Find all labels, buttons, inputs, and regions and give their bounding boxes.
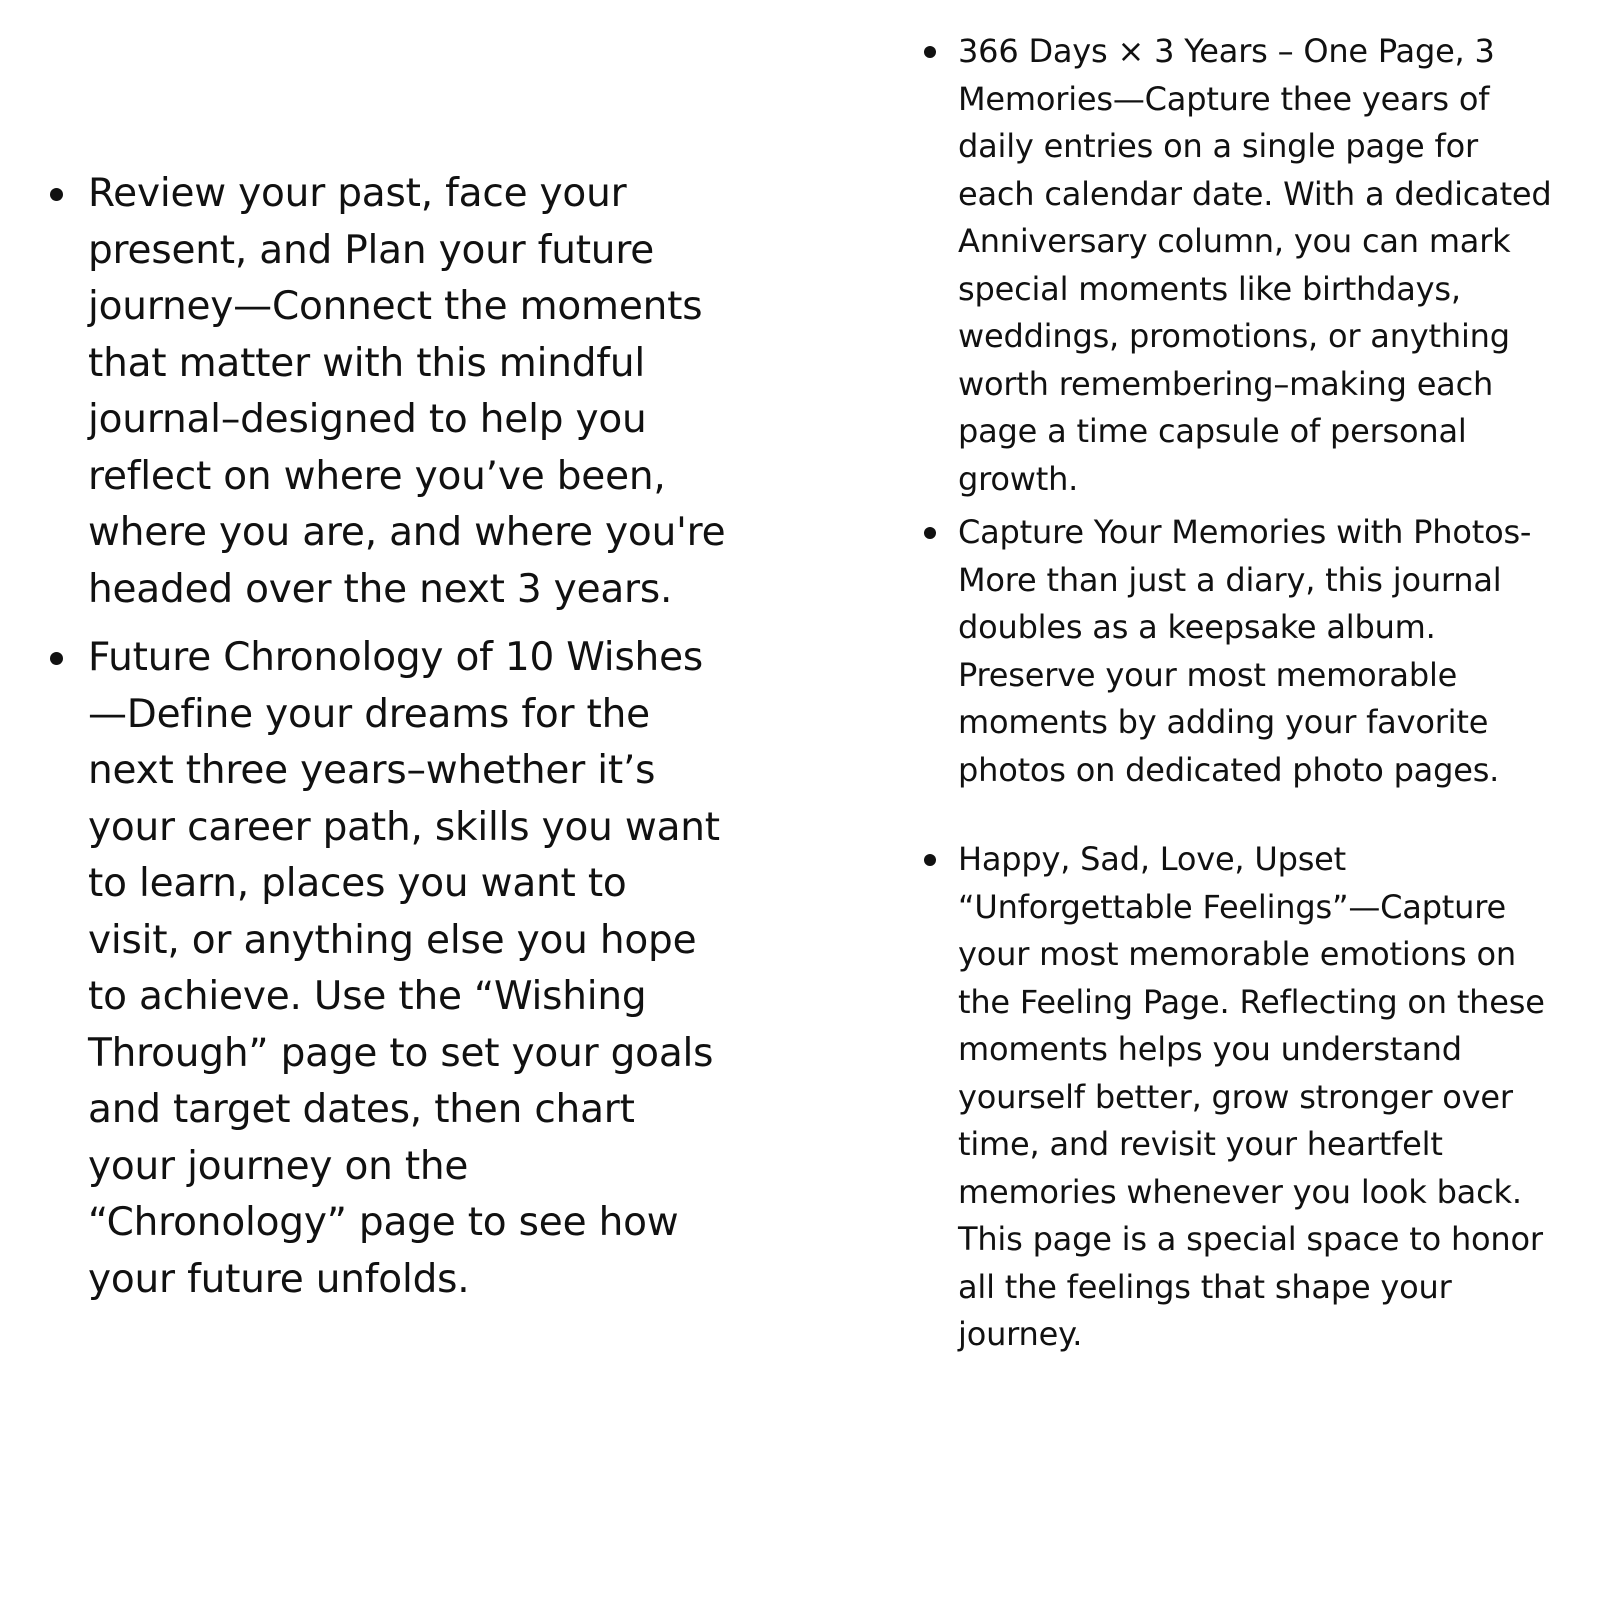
bullet-dot-icon [924,854,936,866]
feature-unforgettable-feelings [958,836,1558,1359]
bullet-dot-icon [50,188,63,201]
bullet-dot-icon [924,46,936,58]
right-feature-list [958,28,1558,1359]
feature-text: Review your past, face your present, and Plan your future journey—Connect the moments that matter with this mindful journal–designed to help you reflect on where you’ve been, where you are, and where you're headed over the next 3 years. [88,171,726,612]
feature-text: Happy, Sad, Love, Upset “Unforgettable Feelings”—Capture your most memorable emotions on the Feeling Page. Reflecting on these moments helps you understand yourself better, grow stronger over time, and revisit your heartfelt memories whenever you look back. This page is a special space to honor all the feelings that shape your journey. [958,840,1545,1353]
feature-review-past [88,166,728,618]
feature-text: Capture Your Memories with Photos- More than just a diary, this journal doubles as a keepsake album. Preserve your most memorable moments by adding your favorite photos on dedicated photo pages. [958,513,1532,789]
feature-text: Future Chronology of 10 Wishes—Define your dreams for the next three years–whether it’s your career path, skills you want to learn, places you want to visit, or anything else you hope to achieve. Use the “Wishing Through” page to set your goals and target dates, then chart your journey on the “Chronology” page to see how your future unfolds. [88,635,720,1302]
feature-future-chronology [88,630,728,1308]
left-feature-list [88,166,728,1308]
bullet-dot-icon [50,652,63,665]
feature-text: 366 Days × 3 Years – One Page, 3 Memories—Capture thee years of daily entries on a single page for each calendar date. With a dedicated Anniversary column, you can mark special moments like birthdays, weddings, promotions, or anything worth remembering–making each page a time capsule of personal growth. [958,32,1552,498]
feature-366-days [958,28,1558,503]
feature-photo-memories [958,509,1558,794]
bullet-dot-icon [924,527,936,539]
